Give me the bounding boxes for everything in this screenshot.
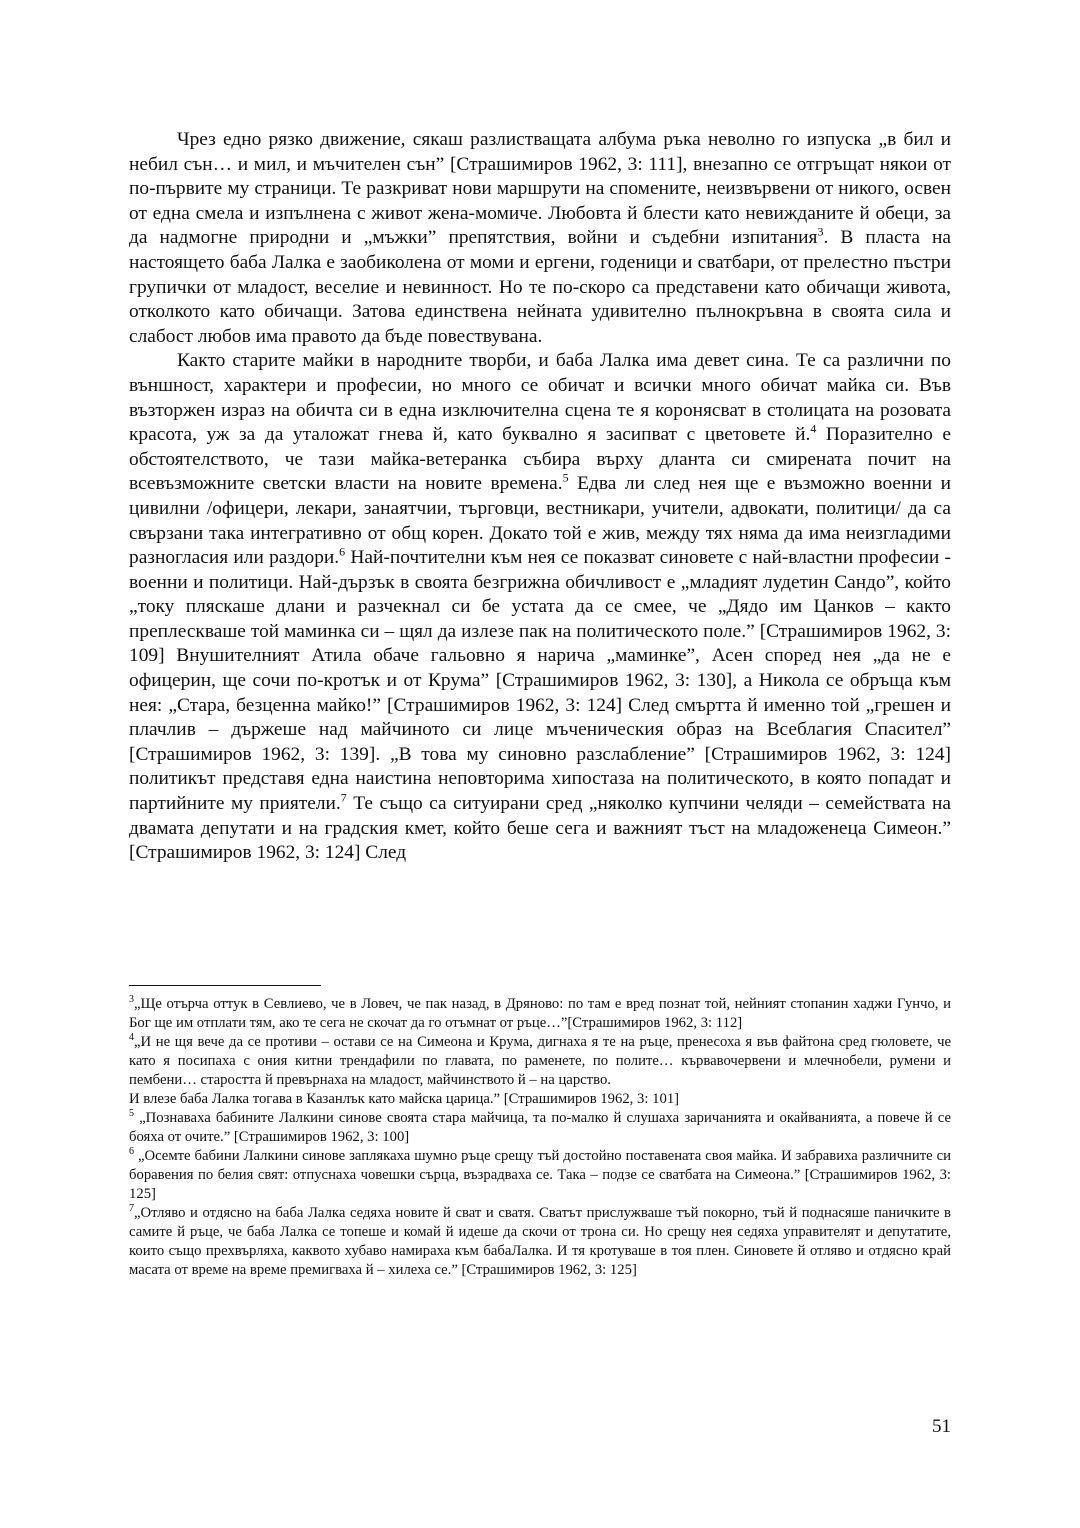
footnote-7 <box>129 1204 951 1280</box>
footnote-ref-3: 3 <box>817 224 824 239</box>
paragraph-2-part-2: Поразително е обстоятелството, че тази майка-ветеранка събира върху дланта си смирената почит на всевъзможните светски власти на новите времена. <box>129 424 951 495</box>
paragraph-1 <box>129 128 951 349</box>
footnote-number: 5 <box>129 1108 134 1120</box>
footnote-separator <box>129 985 321 986</box>
paragraph-2-part-1: Както старите майки в народните творби, и баба Лалка има девет сина. Те са различни по външност, характери и професии, но много се обичат и всички много обичат майка си. Във възторжен израз на обичта си в една изключителна сцена те я коронясват в столицата на розовата красота, уж за да уталожат гнева й, като буквално я засипват с цветовете й. <box>129 350 951 446</box>
footnote-6 <box>129 1147 951 1204</box>
footnote-3 <box>129 995 951 1033</box>
paragraph-2 <box>129 349 951 865</box>
footnote-ref-4: 4 <box>810 421 817 436</box>
footnote-text: „Ще отърча оттук в Севлиево, че в Ловеч, че пак назад, в Дряново: по там е вред познат той, нейният стопанин хаджи Гунчо, и Бог ще им отплати тям, ако те сега не скочат да го отъмнат от ръце…”[Страшимиров 1962, 3: 112] <box>129 996 951 1031</box>
footnote-text: „Осемте бабини Лалкини синове заплякаха шумно ръце срещу тъй достойно поставената своя майка. И забравиха различните си боравения по белия свят: отпуснаха човешки сърца, възрадваха се. Така – подзе се сватбата на Симеона.” [Страшимиров 1962, 3: 125] <box>129 1148 951 1202</box>
footnote-4-continuation: И влезе баба Лалка тогава в Казанлък като майска царица.” [Страшимиров 1962, 3: 101] <box>129 1091 680 1107</box>
footnote-number: 6 <box>129 1146 134 1158</box>
paragraph-2-part-4: Най-почтителни към нея се показват синовете с най-властни професии - военни и политици. Най-дързък в своята безгрижна обичливост е „младият лудетин Сандо”, който „току пляскаше длани и разчекнал си бе устата да се смее, че „Дядо им Цанков – както преплескваше той маминка си – щял да излезе пак на политическото поле.” [Страшимиров 1962, 3: 109] Внушителният Атила обаче гальовно я нарича „маминке”, Асен според нея „да не е офицерин, ще сочи по-кротък и от Крума” [Страшимиров 1962, 3: 130], а Никола се обръща към нея: „Стара, безценна майко!” [Страшимиров 1962, 3: 124] След смъртта й именно той „грешен и плачлив – държеше над майчиното си лице мъченическия образ на Всеблагия Спасител” [Страшимиров 1962, 3: 139]. „В това му синовно разслабление” [Страшимиров 1962, 3: 124] политикът представя една наистина неповторима хипостаза на политическото, в която попадат и партийните му приятели. <box>129 547 951 815</box>
footnote-text: „Познаваха бабините Лалкини синове своята стара майчица, та по-малко й слушаха заричанията и окайванията, а повече й се бояха от очите.” [Страшимиров 1962, 3: 100] <box>129 1110 951 1145</box>
footnote-ref-5: 5 <box>562 470 569 485</box>
paragraph-1-part-1: Чрез едно рязко движение, сякаш разлистващата албума ръка неволно го изпуска „в бил и небил сън… и мил, и мъчителен сън” [Страшимиров 1962, 3: 111], внезапно се отгръщат някои от по-първите му страници. Те разкриват нови маршрути на спомените, неизвървени от никого, освен от една смела и изпълнена с живот жена-момиче. Любовта й блести като невижданите й обеци, за да надмогне природни и „мъжки” препятствия, войни и съдебни изпитания <box>129 129 951 249</box>
page-number: 51 <box>932 1416 951 1437</box>
footnote-text: „Отляво и отдясно на баба Лалка седяха новите й сват и сватя. Сватът прислужваше тъй покорно, тъй й поднасяше паничките в самите й ръце, че баба Лалка се топеше и комай й идеше да скочи от трона си. Но срещу нея седяха управителят и депутатите, които също прехвърляха, каквото хубаво намираха към бабаЛалка. И тя кротуваше в тоя плен. Синовете й отляво и отдясно край масата от време на време премигваха й – хилеха се.” [Страшимиров 1962, 3: 125] <box>129 1205 951 1278</box>
paragraph-2-part-5: Те също са ситуирани сред „няколко купчини челяди – семействата на двамата депутати и на градския кмет, който беше сега и важният тъст на младоженеца Симеон.” [Страшимиров 1962, 3: 124] След <box>129 793 951 864</box>
footnote-text: „И не щя вече да се противи – остави се на Симеона и Крума, дигнаха я те на ръце, пренесоха я във файтона сред гюловете, че като я посипаха с ония китни трендафили по главата, по раменете, по полите… кървавочервени и млечнобели, румени и пембени… старостта й превърнаха на младост, майчинството й – на царство. <box>129 1034 951 1088</box>
footnote-ref-6: 6 <box>339 544 346 559</box>
footnote-4 <box>129 1033 951 1090</box>
footnotes <box>129 995 951 1280</box>
footnote-5 <box>129 1109 951 1147</box>
document-page <box>129 128 951 866</box>
footnote-ref-7: 7 <box>340 790 347 805</box>
paragraph-1-part-2: . В пласта на настоящето баба Лалка е заобиколена от моми и ергени, годеници и сватбари, от прелестно пъстри групички от младост, веселие и невинност. Но те по-скоро са представени като обичащи живота, отколкото като обичащи. Затова единствена нейната удивително пълнокръвна в своята сила и слабост любов има правото да бъде повествувана. <box>129 227 951 347</box>
footnote-number: 7 <box>129 1203 134 1215</box>
footnote-number: 3 <box>129 994 134 1006</box>
body-text <box>129 128 951 866</box>
paragraph-2-part-3: Едва ли след нея ще е възможно военни и цивилни /офицери, лекари, занаятчии, търговци, вестникари, учители, адвокати, политици/ да са свързани така интегративно от общ корен. Докато той е жив, между тях няма да има неизгладими разногласия или раздори. <box>129 473 952 569</box>
footnote-number: 4 <box>129 1032 134 1044</box>
